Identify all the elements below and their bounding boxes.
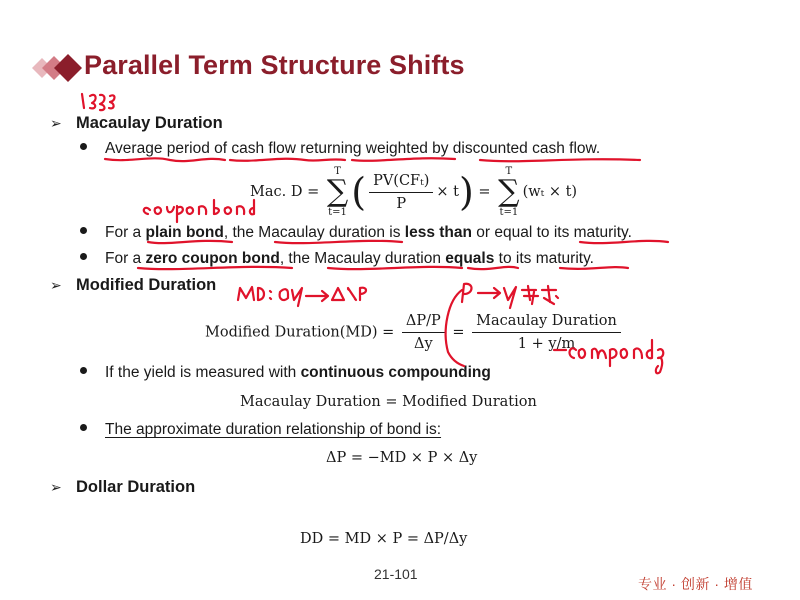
year-note-handwriting [82,94,115,110]
bullet-dot-icon [80,143,87,150]
bullet-text: Average period of cash flow returning weighted by discounted cash flow. [105,140,601,157]
section-dollar [50,478,195,497]
footer-brand: 专业 · 创新 · 增值 [638,576,753,592]
modified-duration-formula: Modified Duration(MD) = $\frac{\Delta P/P}{\Delta y}$ = $\frac{\text{Macaulay Duration}}{1 + y/m}$ [205,312,624,353]
sum-symbol: T ∑ t=1 [498,166,520,218]
section-modified [50,276,216,295]
md-dy-percent-handwriting [238,287,366,306]
logo-diamonds [18,46,88,90]
arrow-bullet-icon: ➢ [50,115,62,131]
bullet-dot-icon [80,253,87,260]
pv-fraction: $\frac{\text{PV(CFₜ)}}{P}$ [369,172,433,213]
continuous-equality: Macaulay Duration = Modified Duration [240,394,537,410]
bullet-macaulay-definition [80,140,600,158]
dollar-duration-formula: DD = MD × P = ΔP/Δy [300,531,468,547]
bullet-dot-icon [80,367,87,374]
arrow-bullet-icon: ➢ [50,479,62,495]
macaulay-formula: Mac. D = T ∑ t=1 ( $\frac{\text{PV(CFₜ)}}{P}$ × t) = T ∑ t=1 (wₜ × t) [250,166,578,218]
section-heading: Dollar Duration [76,478,196,496]
p-y-relation-handwriting [462,284,558,308]
bullet-continuous: If the yield is measured with continuous compounding [80,364,491,382]
slide-title: Parallel Term Structure Shifts [84,50,465,80]
sum-symbol: T ∑ t=1 [326,166,349,218]
bullet-plain-bond: For a plain bond, the Macaulay duration is less than or equal to its maturity. [80,224,632,242]
formula-lhs: Mac. D = [250,184,320,200]
bullet-dot-icon [80,424,87,431]
section-heading: Modified Duration [76,276,217,294]
page-number: 21-101 [374,566,418,582]
section-macaulay [50,114,223,133]
bullet-approx: The approximate duration relationship of bond is: [80,421,441,439]
section-heading: Macaulay Duration [76,114,223,132]
approx-formula: ΔP = −MD × P × Δy [326,450,478,466]
coupon-bond-handwriting [144,200,254,222]
formula-lhs: Modified Duration(MD) = [205,324,395,341]
frac-mac-over-yield: $\frac{\text{Macaulay Duration}}{1 + y/m}$ [472,312,621,353]
frac-dp-dy: $\frac{\Delta P/P}{\Delta y}$ [402,312,445,353]
bullet-zero-coupon: For a zero coupon bond, the Macaulay duration equals to its maturity. [80,250,594,268]
bullet-dot-icon [80,227,87,234]
arrow-bullet-icon: ➢ [50,277,62,293]
